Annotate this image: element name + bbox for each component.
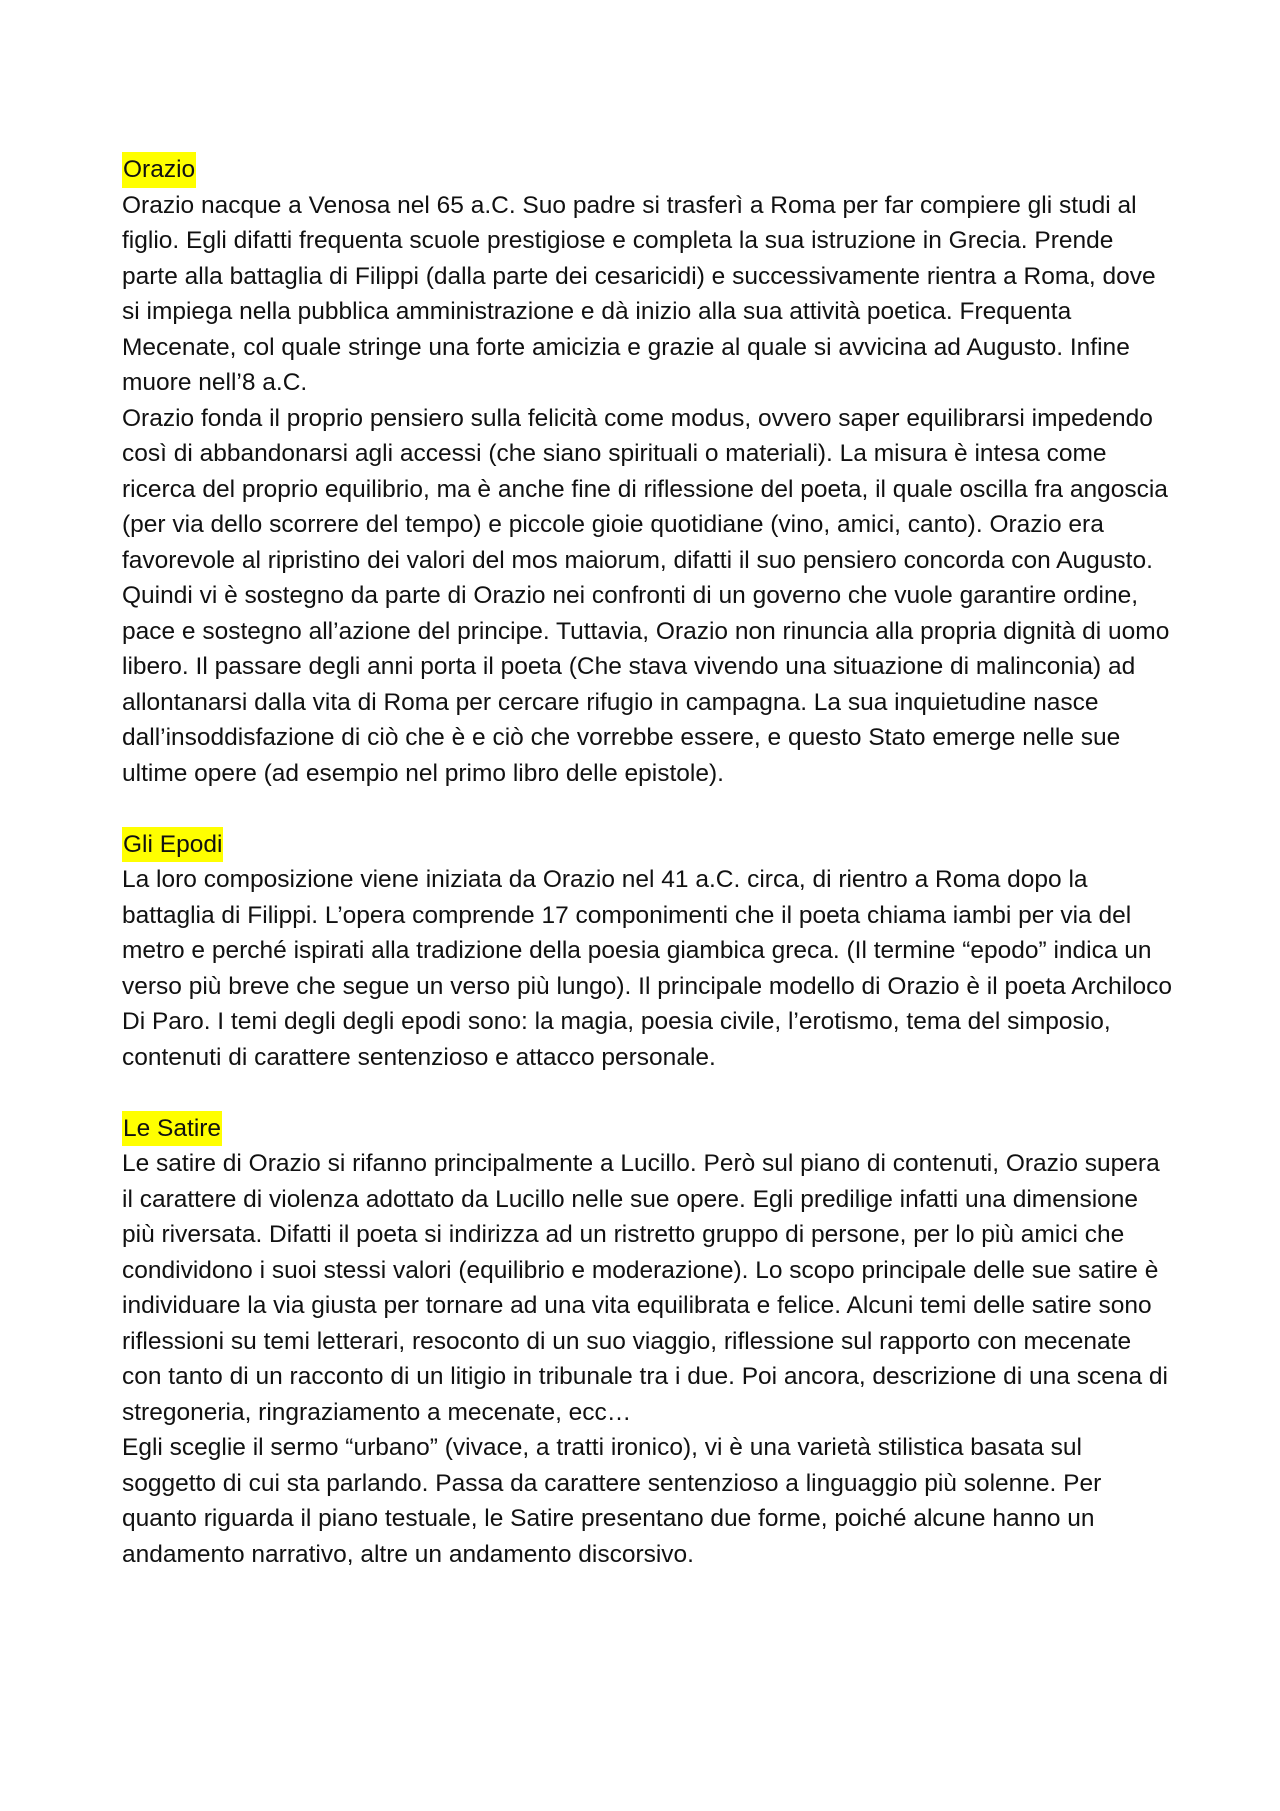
section-heading: Le Satire: [122, 1111, 222, 1147]
section-paragraph: Le satire di Orazio si rifanno principalmente a Lucillo. Però sul piano di contenuti, Orazio supera il carattere di violenza adottato da Lucillo nelle sue opere. Egli predilige infatti una dimensione più riversata. Difatti il poeta si indirizza ad un ristretto gruppo di persone, per lo più amici che condividono i suoi stessi valori (equilibrio e moderazione). Lo scopo principale delle sue satire è individuare la via giusta per tornare ad una vita equilibrata e felice. Alcuni temi delle satire sono riflessioni su temi letterari, resoconto di un suo viaggio, riflessione sul rapporto con mecenate con tanto di un racconto di un litigio in tribunale tra i due. Poi ancora, descrizione di una scena di stregoneria, ringraziamento a mecenate, ecc…: [122, 1150, 1168, 1426]
section-paragraph: Orazio fonda il proprio pensiero sulla felicità come modus, ovvero saper equilibrarsi impedendo così di abbandonarsi agli accessi (che siano spirituali o materiali). La misura è intesa come ricerca del proprio equilibrio, ma è anche fine di riflessione del poeta, il quale oscilla fra angoscia (per via dello scorrere del tempo) e piccole gioie quotidiane (vino, amici, canto). Orazio era favorevole al ripristino dei valori del mos maiorum, difatti il suo pensiero concorda con Augusto. Quindi vi è sostegno da parte di Orazio nei confronti di un governo che vuole garantire ordine, pace e sostegno all’azione del principe. Tuttavia, Orazio non rinuncia alla propria dignità di uomo libero. Il passare degli anni porta il poeta (Che stava vivendo una situazione di malinconia) ad allontanarsi dalla vita di Roma per cercare rifugio in campagna. La sua inquietudine nasce dall’insoddisfazione di ciò che è e ciò che vorrebbe essere, e questo Stato emerge nelle sue ultime opere (ad esempio nel primo libro delle epistole).: [122, 404, 1170, 787]
section-satire: [122, 1111, 1172, 1573]
section-heading: Gli Epodi: [122, 827, 223, 863]
section-paragraph: La loro composizione viene iniziata da Orazio nel 41 a.C. circa, di rientro a Roma dopo la battaglia di Filippi. L’opera comprende 17 componimenti che il poeta chiama iambi per via del metro e perché ispirati alla tradizione della poesia giambica greca. (Il termine “epodo” indica un verso più breve che segue un verso più lungo). Il principale modello di Orazio è il poeta Archiloco Di Paro. I temi degli degli epodi sono: la magia, poesia civile, l’erotismo, tema del simposio, contenuti di carattere sentenzioso e attacco personale.: [122, 866, 1173, 1071]
section-heading: Orazio: [122, 152, 196, 188]
document-page: [122, 152, 1172, 1572]
section-epodi: [122, 827, 1172, 1076]
section-paragraph: Orazio nacque a Venosa nel 65 a.C. Suo padre si trasferì a Roma per far compiere gli studi al figlio. Egli difatti frequenta scuole prestigiose e completa la sua istruzione in Grecia. Prende parte alla battaglia di Filippi (dalla parte dei cesaricidi) e successivamente rientra a Roma, dove si impiega nella pubblica amministrazione e dà inizio alla sua attività poetica. Frequenta Mecenate, col quale stringe una forte amicizia e grazie al quale si avvicina ad Augusto. Infine muore nell’8 a.C.: [122, 191, 1156, 396]
section-paragraph: Egli sceglie il sermo “urbano” (vivace, a tratti ironico), vi è una varietà stilistica basata sul soggetto di cui sta parlando. Passa da carattere sentenzioso a linguaggio più solenne. Per quanto riguarda il piano testuale, le Satire presentano due forme, poiché alcune hanno un andamento narrativo, altre un andamento discorsivo.: [122, 1434, 1102, 1568]
section-orazio: [122, 152, 1172, 791]
